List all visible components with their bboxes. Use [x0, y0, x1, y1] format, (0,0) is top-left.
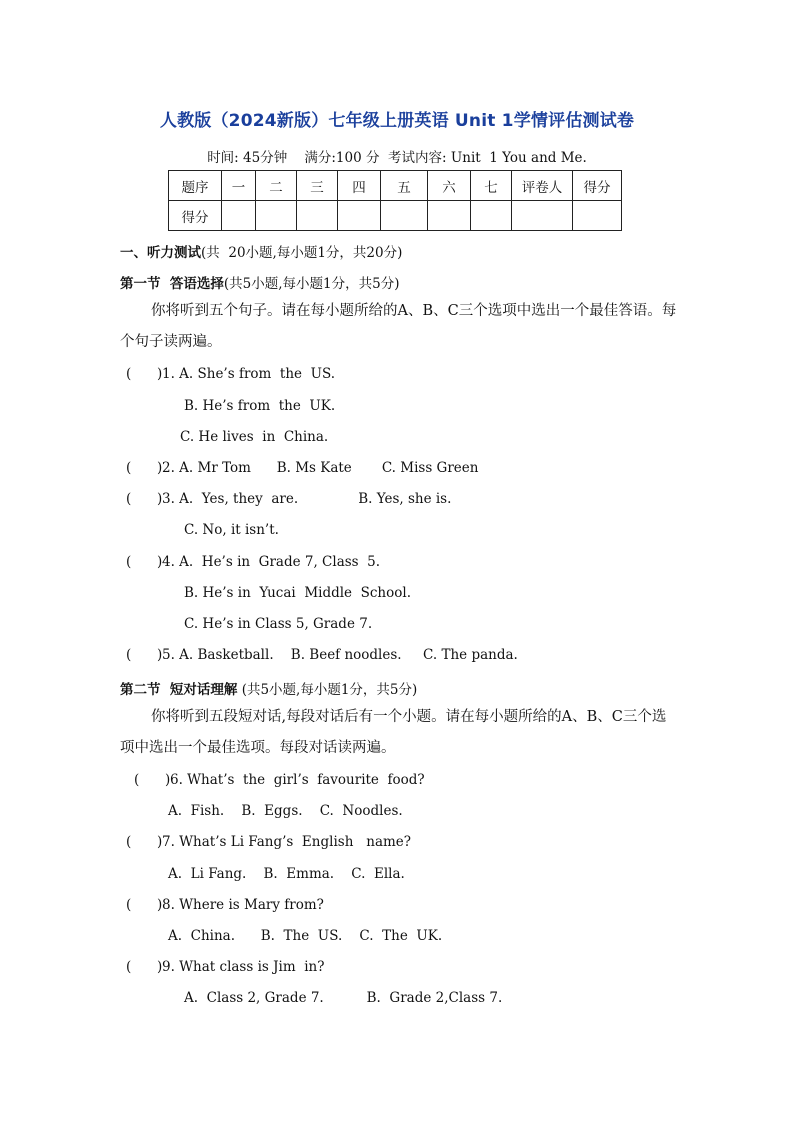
- score-blank: [471, 201, 512, 231]
- options: A. Fish. B. Eggs. C. Noodles.: [168, 803, 403, 819]
- option: B. He’s in Yucai Middle School.: [184, 585, 411, 601]
- question-text: 7. What’s Li Fang’s English name?: [162, 834, 412, 850]
- section2-instruction: 你将听到五段短对话,每段对话后有一个小题。请在每小题所给的A、B、C三个选项中选出一个最佳选项。每段对话读两遍。: [120, 709, 667, 756]
- question-7: [126, 834, 411, 850]
- score-blank: [428, 201, 471, 231]
- question-3: [126, 491, 451, 507]
- exam-title: 人教版（2024新版）七年级上册英语 Unit 1学情评估测试卷: [159, 111, 635, 131]
- option: B. He’s from the UK.: [184, 398, 336, 414]
- part1-note: (共 20小题,每小题1分，共20分): [201, 245, 403, 261]
- answer-blank: ( ): [126, 366, 163, 382]
- part1-title: 一、听力测试: [120, 245, 201, 261]
- answer-blank: ( ): [126, 647, 163, 663]
- option: C. He’s in Class 5, Grade 7.: [184, 616, 373, 632]
- score-cell: 五: [381, 171, 428, 201]
- question-1: [126, 366, 335, 382]
- exam-meta: 时间: 45分钟 满分:100 分 考试内容: Unit 1 You and Me.: [207, 150, 587, 166]
- section1-note: (共5小题,每小题1分，共5分): [223, 276, 400, 292]
- section1-instruction: 你将听到五个句子。请在每小题所给的A、B、C三个选项中选出一个最佳答语。每个句子读两遍。: [120, 303, 677, 350]
- score-blank: [256, 201, 297, 231]
- options: A. Li Fang. B. Emma. C. Ella.: [168, 866, 405, 882]
- question-2: [126, 460, 478, 476]
- options: A. China. B. The US. C. The UK.: [168, 928, 443, 944]
- question-text: 6. What’s the girl’s favourite food?: [170, 772, 425, 788]
- score-blank: [573, 201, 622, 231]
- question-9: [126, 959, 324, 975]
- score-cell: 得分: [169, 201, 222, 231]
- score-cell: 三: [297, 171, 338, 201]
- answer-blank: ( ): [126, 460, 163, 476]
- score-table-score-row: [169, 201, 622, 231]
- score-blank: [338, 201, 381, 231]
- score-table: [168, 170, 622, 231]
- section1-heading: [120, 272, 400, 292]
- question-text: 1. A. She’s from the US.: [162, 366, 336, 382]
- question-text: 3. A. Yes, they are. B. Yes, she is.: [162, 491, 452, 507]
- option: C. No, it isn’t.: [184, 522, 279, 538]
- score-blank: [222, 201, 256, 231]
- score-blank: [381, 201, 428, 231]
- score-cell: 六: [428, 171, 471, 201]
- score-cell: 四: [338, 171, 381, 201]
- answer-blank: ( ): [126, 834, 163, 850]
- options: A. Class 2, Grade 7. B. Grade 2,Class 7.: [184, 990, 503, 1006]
- question-4: [126, 554, 380, 570]
- score-cell: 得分: [573, 171, 622, 201]
- section2-title: 第二节 短对话理解: [120, 682, 238, 698]
- section2-note: (共5小题,每小题1分，共5分): [237, 682, 418, 698]
- question-text: 8. Where is Mary from?: [162, 897, 324, 913]
- score-blank: [512, 201, 573, 231]
- answer-blank: ( ): [134, 772, 171, 788]
- score-cell: 二: [256, 171, 297, 201]
- question-8: [126, 897, 324, 913]
- part1-heading: [120, 241, 402, 261]
- question-6: [134, 772, 425, 788]
- question-text: 5. A. Basketball. B. Beef noodles. C. The panda.: [162, 647, 518, 663]
- score-blank: [297, 201, 338, 231]
- option: C. He lives in China.: [180, 429, 329, 445]
- score-cell: 一: [222, 171, 256, 201]
- question-text: 4. A. He’s in Grade 7, Class 5.: [162, 554, 381, 570]
- section2-heading: [120, 678, 417, 698]
- answer-blank: ( ): [126, 554, 163, 570]
- question-text: 9. What class is Jim in?: [162, 959, 325, 975]
- question-text: 2. A. Mr Tom B. Ms Kate C. Miss Green: [162, 460, 479, 476]
- answer-blank: ( ): [126, 897, 163, 913]
- answer-blank: ( ): [126, 959, 163, 975]
- question-5: [126, 647, 518, 663]
- section1-title: 第一节 答语选择: [120, 276, 224, 292]
- score-table-header-row: [169, 171, 622, 201]
- answer-blank: ( ): [126, 491, 163, 507]
- score-cell: 七: [471, 171, 512, 201]
- score-cell: 评卷人: [512, 171, 573, 201]
- score-cell: 题序: [169, 171, 222, 201]
